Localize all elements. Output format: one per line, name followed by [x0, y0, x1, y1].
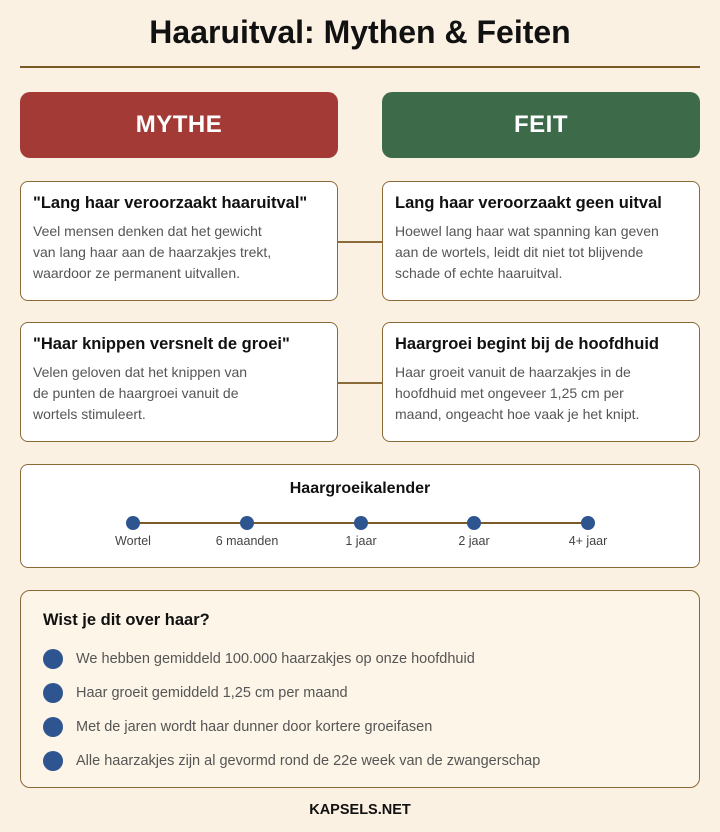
timeline-label: 1 jaar: [345, 534, 377, 548]
timeline-label: 4+ jaar: [568, 534, 608, 548]
list-item: [43, 682, 348, 704]
timeline-dot: [354, 516, 368, 530]
timeline-dot: [126, 516, 140, 530]
bullet-dot-icon: [43, 649, 63, 669]
bullet-dot-icon: [43, 717, 63, 737]
fact-card-body: [395, 221, 687, 284]
fact-card-line: schade of echte haaruitval.: [395, 265, 563, 281]
myth-header: MYTHE: [20, 92, 338, 158]
bullet-dot-icon: [43, 751, 63, 771]
list-item: [43, 750, 540, 772]
site-footer: KAPSELS.NET: [309, 802, 411, 818]
page-title: Haaruitval: Mythen & Feiten: [149, 14, 571, 50]
myth-card-line: wortels stimuleert.: [33, 406, 146, 422]
timeline-title: Haargroeikalender: [289, 480, 431, 497]
fact-card-1: [382, 181, 700, 301]
fact-card-line: hoofdhuid met ongeveer 1,25 cm per: [395, 385, 624, 401]
did-you-know-box: [20, 590, 700, 788]
myth-card-line: Veel mensen denken dat het gewicht: [33, 223, 262, 239]
title-divider: [20, 66, 700, 68]
timeline-dot: [467, 516, 481, 530]
myth-card-line: van lang haar aan de haarzakjes trekt,: [33, 244, 272, 260]
myth-card-1: [20, 181, 338, 301]
fact-card-2: [382, 322, 700, 442]
fact-card-title: Lang haar veroorzaakt geen uitval: [395, 194, 662, 212]
bullet-dot-icon: [43, 683, 63, 703]
fact-header: FEIT: [382, 92, 700, 158]
myth-card-title: "Haar knippen versnelt de groei": [33, 335, 290, 353]
timeline-label: 6 maanden: [215, 534, 279, 548]
list-item: [43, 716, 432, 738]
myth-card-line: de punten de haargroei vanuit de: [33, 385, 239, 401]
myth-card-2: [20, 322, 338, 442]
list-item-text: Alle haarzakjes zijn al gevormd rond de 22e week van de zwangerschap: [76, 753, 541, 769]
myth-card-body: [33, 221, 325, 284]
list-item-text: We hebben gemiddeld 100.000 haarzakjes op onze hoofdhuid: [76, 651, 475, 667]
myth-card-title: "Lang haar veroorzaakt haaruitval": [33, 194, 308, 212]
timeline-label: 2 jaar: [458, 534, 490, 548]
fact-card-line: Hoewel lang haar wat spanning kan geven: [395, 223, 659, 239]
timeline-dot: [240, 516, 254, 530]
timeline-dot: [581, 516, 595, 530]
hair-growth-timeline: [20, 464, 700, 568]
myth-card-line: waardoor ze permanent uitvallen.: [33, 265, 241, 281]
pair-connector: [338, 382, 382, 384]
fact-card-line: Haar groeit vanuit de haarzakjes in de: [395, 364, 631, 380]
myth-card-body: [33, 362, 325, 425]
fact-card-line: maand, ongeacht hoe vaak je het knipt.: [395, 406, 640, 422]
fact-card-body: [395, 362, 687, 425]
timeline-label: Wortel: [115, 534, 151, 548]
fact-card-line: aan de wortels, leidt dit niet tot blijvende: [395, 244, 644, 260]
list-item-text: Haar groeit gemiddeld 1,25 cm per maand: [76, 685, 348, 701]
pair-connector: [338, 241, 382, 243]
did-you-know-title: Wist je dit over haar?: [43, 611, 210, 629]
list-item-text: Met de jaren wordt haar dunner door kortere groeifasen: [76, 719, 433, 735]
fact-card-title: Haargroei begint bij de hoofdhuid: [395, 335, 659, 353]
list-item: [43, 648, 475, 670]
myth-card-line: Velen geloven dat het knippen van: [33, 364, 248, 380]
